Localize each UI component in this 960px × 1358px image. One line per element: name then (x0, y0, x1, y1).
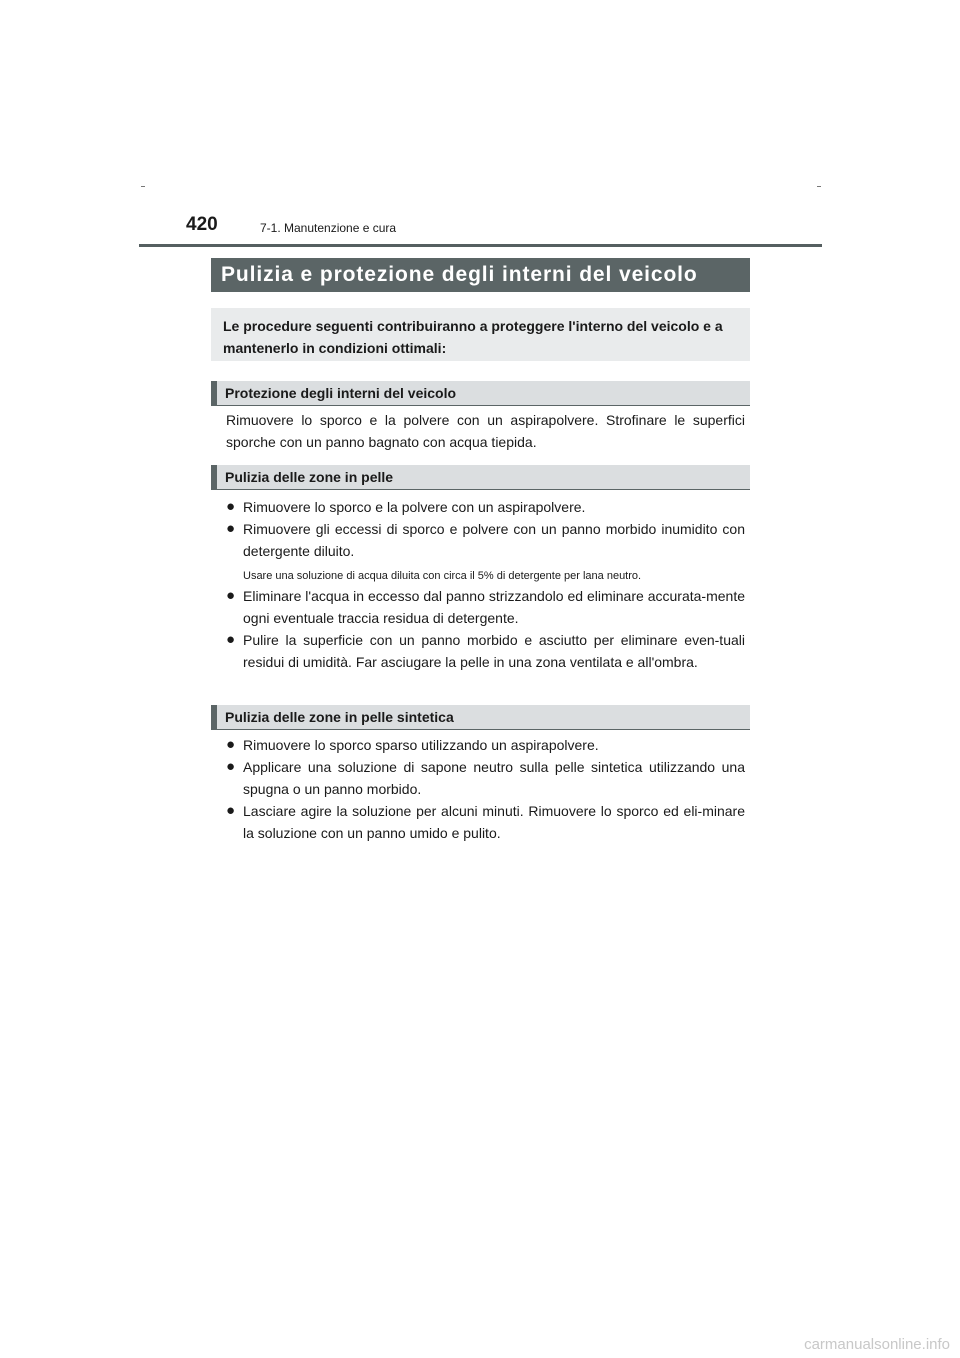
list-item-text: Lasciare agire la soluzione per alcuni minuti. Rimuovere lo sporco ed eli-minare la soluzione con un panno umido e pulito. (243, 803, 745, 841)
list-item-text: Applicare una soluzione di sapone neutro sulla pelle sintetica utilizzando una spugna o un panno morbido. (243, 759, 745, 797)
chapter-label: 7-1. Manutenzione e cura (260, 221, 397, 235)
bullet-icon: ● (226, 758, 236, 775)
list-item-text: Rimuovere gli eccessi di sporco e polvere con un panno morbido inumidito con detergente diluito. (243, 521, 745, 559)
page-title: Pulizia e protezione degli interni del veicolo (211, 258, 750, 292)
list-item-text: Rimuovere lo sporco e la polvere con un aspirapolvere. (243, 499, 586, 515)
section-heading-protection: Protezione degli interni del veicolo (211, 381, 750, 406)
bullet-icon: ● (226, 498, 236, 515)
page-header (139, 214, 822, 248)
list-item-text: Pulire la superficie con un panno morbido e asciutto per eliminare even-tuali residui di umidità. Far asciugare la pelle in una zona ventilata e all'ombra. (243, 632, 745, 670)
bullet-icon: ● (226, 802, 236, 819)
bullet-icon: ● (226, 736, 236, 753)
section-heading-leather: Pulizia delle zone in pelle (211, 465, 750, 490)
bullet-icon: ● (226, 520, 236, 537)
list-item (226, 734, 745, 756)
section-heading-synthetic-leather: Pulizia delle zone in pelle sintetica (211, 705, 750, 730)
list-item-text: Rimuovere lo sporco sparso utilizzando un aspirapolvere. (243, 737, 599, 753)
page-number: 420 (186, 214, 218, 235)
list-item (226, 800, 745, 844)
crop-mark-right (817, 186, 821, 187)
list-item-text: Eliminare l'acqua in eccesso dal panno strizzandolo ed eliminare accurata-mente ogni eventuale traccia residua di detergente. (243, 588, 745, 626)
watermark: carmanualsonline.info (804, 1336, 950, 1353)
list-item (226, 496, 745, 518)
section-paragraph-protection: Rimuovere lo sporco e la polvere con un aspirapolvere. Strofinare le superfici sporche con un panno bagnato con acqua tiepida. (226, 412, 745, 450)
crop-mark-left (141, 186, 145, 187)
list-item (226, 629, 745, 673)
intro-box: Le procedure seguenti contribuiranno a proteggere l'interno del veicolo e a mantenerlo in condizioni ottimali: (211, 308, 750, 361)
bullet-icon: ● (226, 631, 236, 648)
list-item (226, 756, 745, 800)
list-item (226, 518, 745, 562)
list-item (226, 585, 745, 629)
note-text: Usare una soluzione di acqua diluita con circa il 5% di detergente per lana neutro. (243, 570, 642, 582)
bullet-icon: ● (226, 587, 236, 604)
header-rule (139, 244, 822, 247)
